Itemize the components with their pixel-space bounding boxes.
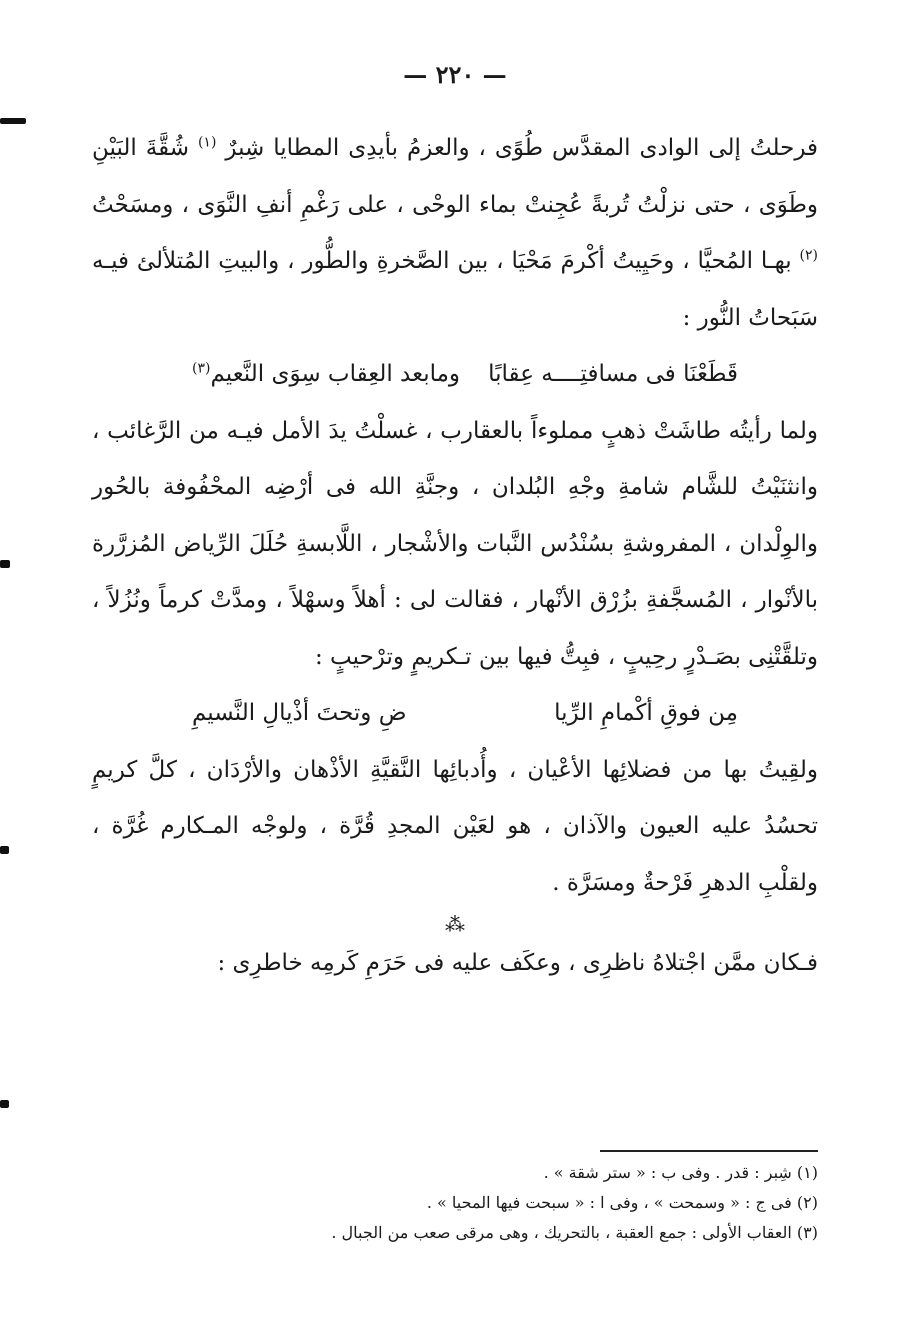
paragraph-2: ولما رأيتُه طاشَتْ ذهبٍ مملوءاً بالعقارب ، غسلْتُ يدَ الأمل فيـه من الرَّغائب ، وانثنَيْتُ للشَّام شامةِ وجْهِ البُلدان ، وجنَّةِ الله فى أرْضِه المحْفُوفة بالحُور والوِلْدان ، المفروشةِ بسُنْدُس النَّبات والأشْجار ، اللَّابسةِ حُلَلَ الرِّياض المُزرَّرة بالأنْوار ، المُسجَّفةِ بزُرْق الأنْهار ، فقالت لى : أهلاً وسهْلاً ، ومدَّتْ كرماً ونُزُلاً ، وتلقَّتْنِى بصَـدْرٍ رحِيبٍ ، فبِتُّ فيها بين تـكريمٍ وترْحيبٍ : [92,417,818,670]
footnote-3: (٣) العقاب الأولى : جمع العقبة ، بالتحريك ، وهى مرقى صعب من الجبال . [331,1223,818,1242]
verse-hemistich-first: قَطَعْنَا فى مسافتِــــه عِقابًا [488,361,738,387]
footnotes [92,1158,818,1248]
ornament-stars: ⁂ [445,912,465,936]
margin-mark [0,846,9,854]
verse-hemistich-second [192,346,460,403]
paragraph-text: شُقَّةَ البَيْنِ وطَوَى ، حتى نزلْتُ تُربةً عُجِنتْ بماء الوحْى ، على رَغْمِ أنفِ النَّوَى ، ومسَحْتُ [92,135,818,218]
paragraph-3: ولقِيتُ بها من فضلائِها الأعْيان ، وأُدبائِها النَّقيَّةِ الأذْهان والأرْدَان ، كلَّ كريمٍ تحسُدُ عليه العيون والآذان ، هو لعَيْن المجدِ قُرَّة ، ولوجْه المـكارم غُرَّة ، ولقلْبِ الدهرِ فَرْحةٌ ومسَرَّة . [92,756,818,896]
verse-hemistich-second: ضِ وتحتَ أذْيالِ النَّسيمِ [192,700,407,726]
paragraph-4: فـكان ممَّن اجْتلاهُ ناظرِى ، وعكَف عليه فى حَرَمِ كَرمِه خاطرِى : [217,950,818,976]
footnote-ref-3: (٣) [192,360,211,377]
main-text [92,120,818,992]
footnote-separator [600,1150,818,1152]
margin-mark [0,118,26,124]
footnote-1: (١) شِبر : قدر . وفى ب : « ستر شقة » . [543,1163,818,1182]
verse-line-1 [92,346,818,403]
margin-mark [0,1100,9,1108]
footnote-ref-1: (١) [197,134,217,151]
verse-line-2 [92,685,818,742]
margin-mark [0,560,10,568]
footnote-2: (٢) فى ج : « وسمحت » ، وفى ا : « سبحت فيها المحيا » . [426,1193,818,1212]
paragraph-1 [92,120,818,346]
verse-hemistich-first: مِن فوقِ أكْمامِ الرِّيا [554,700,738,726]
page-number: — ٢٢٠ — [403,60,507,89]
paragraph-text: بهـا المُحيَّا ، وحَيِيتُ أكْرمَ مَحْيَا ، بين الصَّخرةِ والطُّور ، والبيتِ المُتلألئ فيـه سَبَحاتُ النُّور : [92,248,818,331]
footnote-ref-2: (٢) [799,247,818,264]
verse-text: ومابعد العِقاب سِوَى النَّعيم [210,361,461,387]
paragraph-text: فرحلتُ إلى الوادى المقدَّس طُوًى ، والعزمُ بأيدِى المطايا شِبرٌ [225,135,819,161]
